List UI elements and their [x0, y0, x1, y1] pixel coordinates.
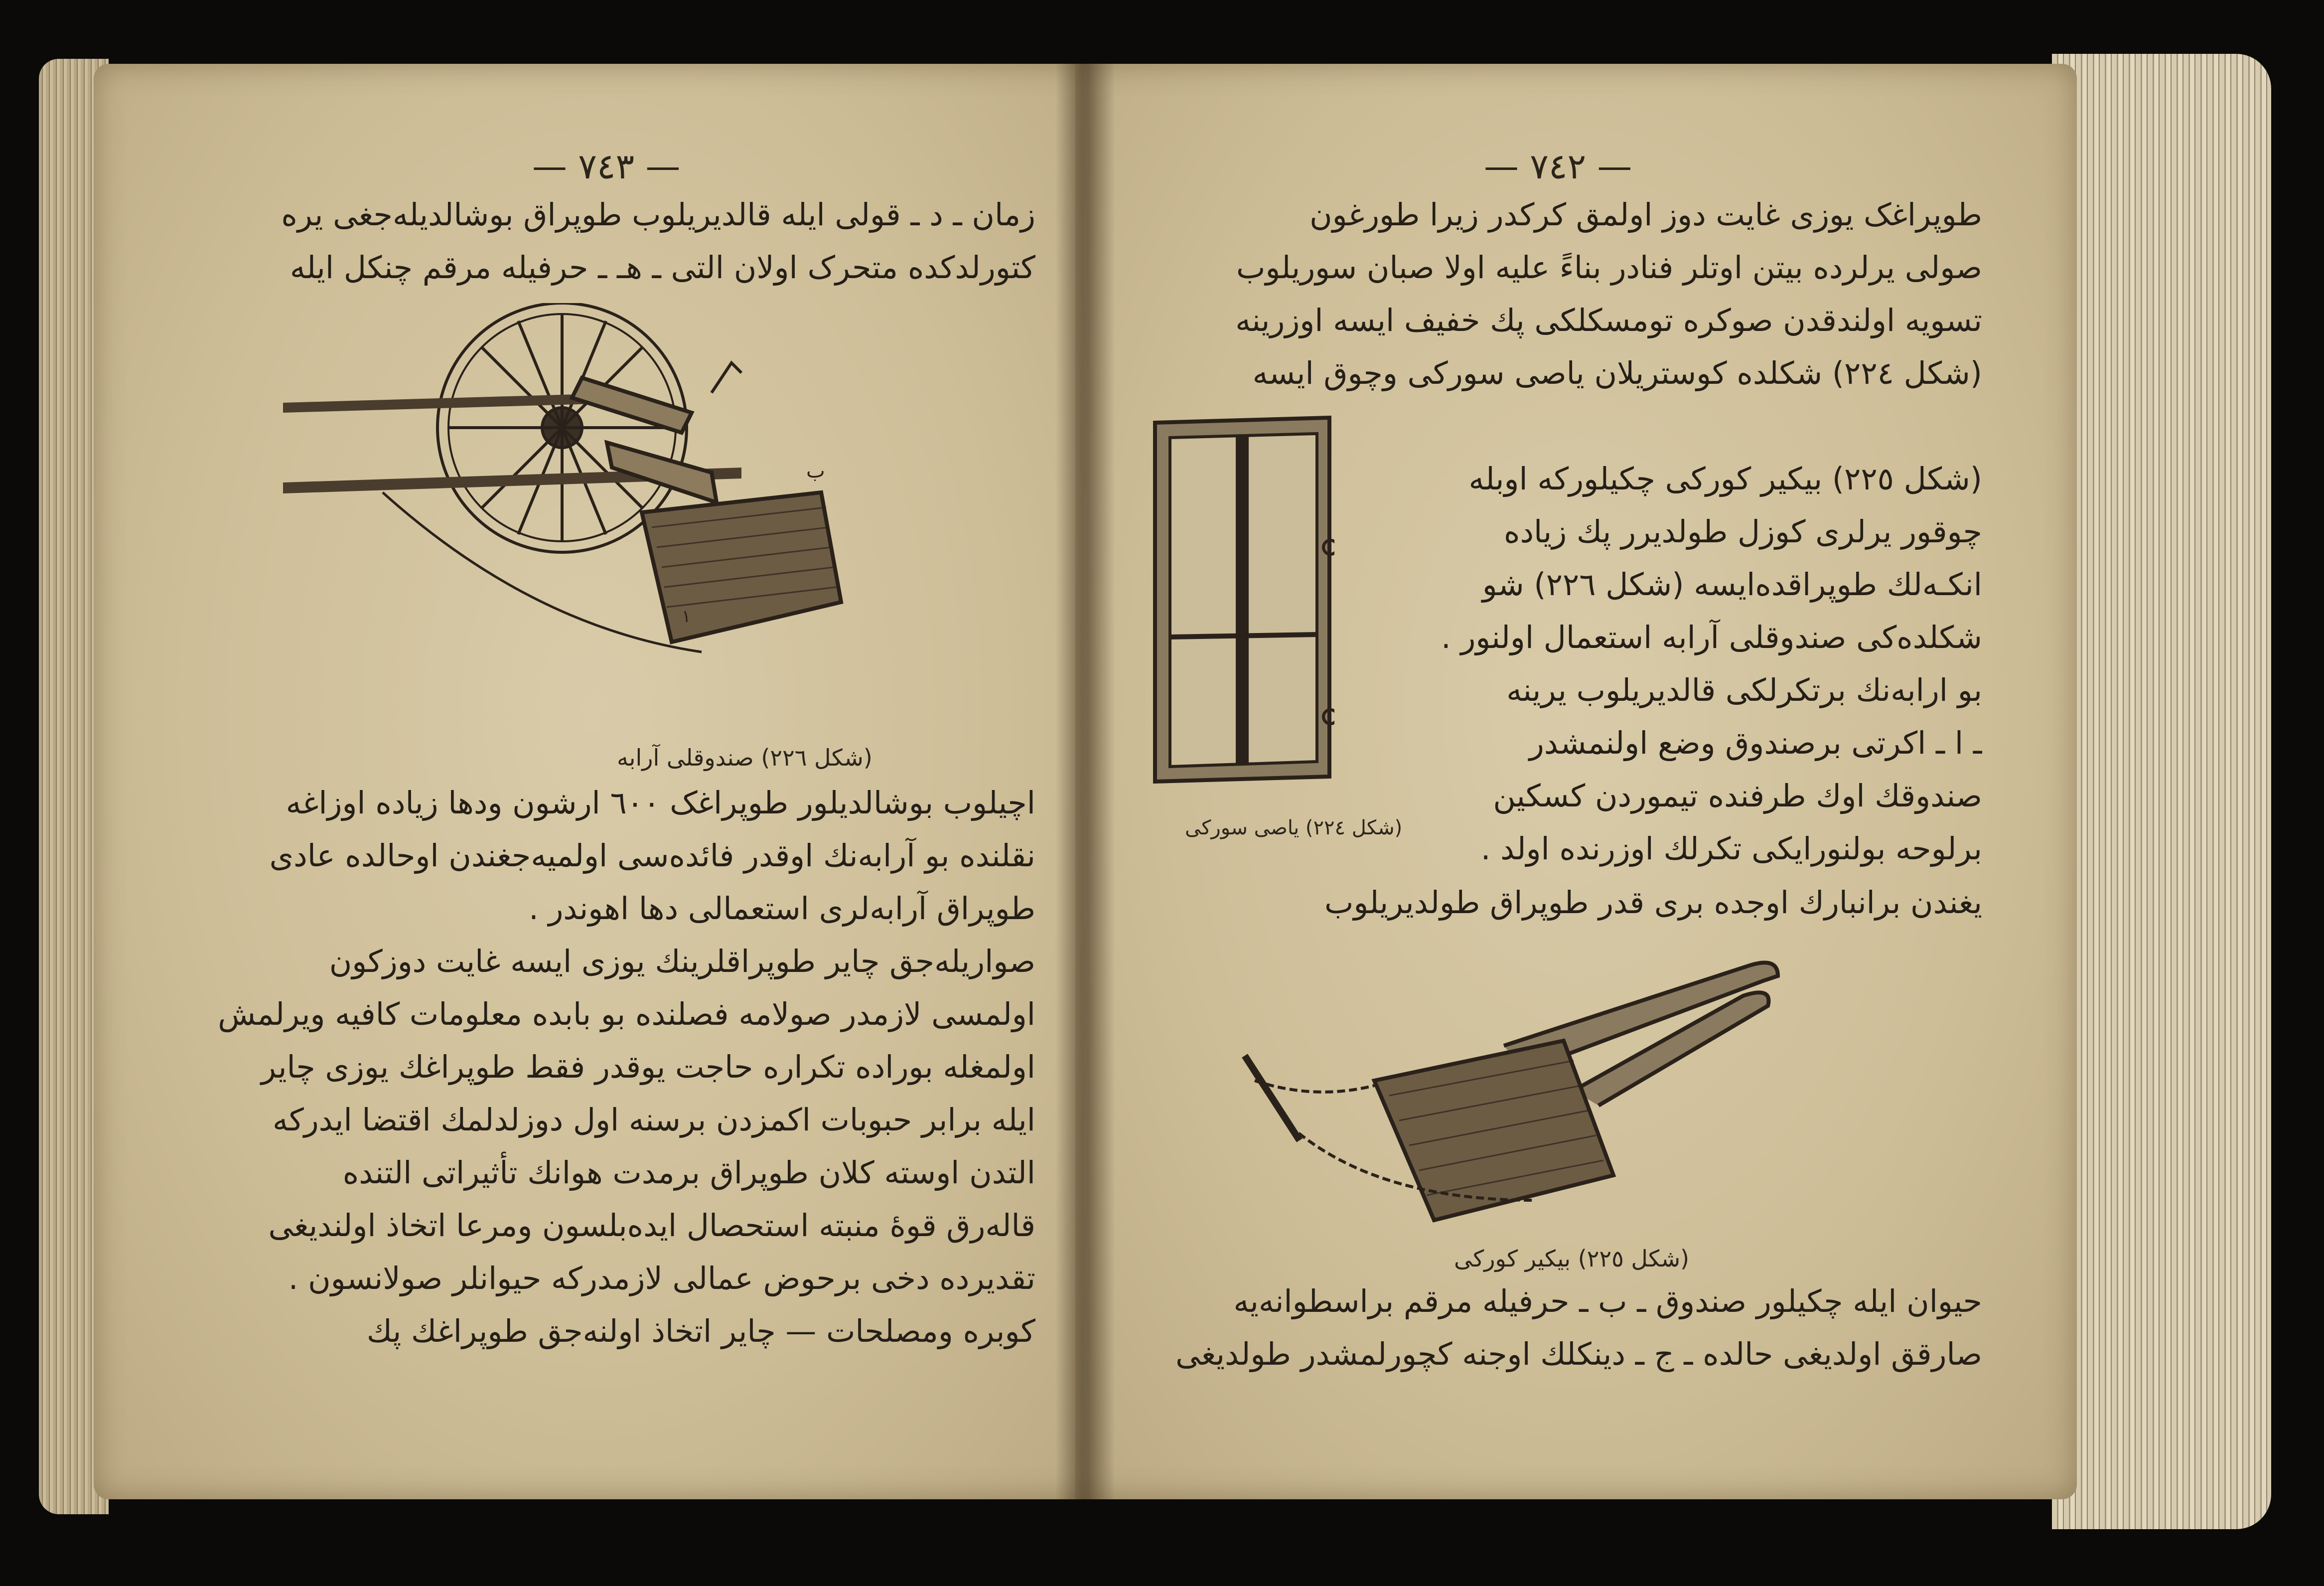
- text-line: اولمغله بوراده تکراره حاجت یوقدر فقط طوپراغك یوزی چایر: [261, 1049, 1035, 1085]
- right-bottom-text: [1135, 1275, 1982, 1381]
- text-line: چوقور یرلری کوزل طولدیرر پك زیاده: [1503, 513, 1982, 550]
- open-book: [39, 44, 2276, 1539]
- left-body-text: [188, 777, 1035, 1358]
- text-line: یغندن برانبارك اوجده بری قدر طوپراق طولدیریلوب: [1324, 884, 1982, 921]
- text-line: طوپراغک یوزی غایت دوز اولمق کرکدر زیرا طورغون: [1309, 196, 1982, 233]
- text-line: تقدیرده دخی برحوض عمالی لازمدرکه حیوانلر صولانسون .: [288, 1260, 1035, 1296]
- text-line: (شکل ٢٢٥) بیکیر کورکی چکیلورکه اوبله: [1468, 461, 1982, 497]
- right-narrow-text: [1354, 453, 1982, 875]
- right-top-text: [1135, 188, 1982, 400]
- right-page-edges: [2052, 54, 2271, 1529]
- svg-text:ب: ب: [806, 460, 825, 482]
- text-line: صندوقك اوك طرفنده تیموردن کسکین: [1493, 778, 1982, 814]
- text-line: صولی یرلرده بیتن اوتلر فنادر بناءً علیه اولا صبان سوریلوب: [1236, 249, 1982, 286]
- text-line: صواریله‌جق چایر طوپراقلرینك یوزی ایسه غایت دوزکون: [329, 943, 1035, 979]
- figure-226-caption: (شکل ٢٢٦) صندوقلی آرابه: [617, 744, 872, 771]
- text-line: انکـه‌لك طوپراقده‌ایسه (شکل ٢٢٦) شو: [1482, 566, 1982, 603]
- text-line: کوبره ومصلحات — چایر اتخاذ اولنه‌جق طوپراغك پك: [366, 1313, 1035, 1349]
- text-line: صارقق اولدیغی حالده ـ ج ـ دینکلك اوجنه کچورلمشدر طولدیغی: [1175, 1336, 1982, 1372]
- left-page: [94, 64, 1095, 1499]
- text-line: نقلنده بو آرابه‌نك اوقدر فائده‌سی اولمیه‌جغندن اوحالده عادی: [269, 837, 1035, 874]
- left-page-number: — ٧٤٣ —: [532, 146, 681, 187]
- text-line: طوپراق آرابه‌لری استعمالی دها اهوندر .: [529, 890, 1035, 927]
- text-line: ـ ا ـ اکرتی برصندوق وضع اولنمشدر: [1529, 725, 1982, 761]
- text-line: تسویه اولندقدن صوکره تومسکلکی پك خفیف ایسه اوزرینه: [1235, 302, 1982, 338]
- flat-frame-figure: [1145, 408, 1334, 796]
- text-line: کتورلدکده متحرک اولان التی ـ هـ ـ حرفیله مرقم چنکل ایله: [290, 249, 1035, 286]
- text-line: التدن اوسته کلان طوپراق برمدت هوانك تأثیراتی التنده: [342, 1154, 1035, 1191]
- right-page: [1075, 64, 2077, 1499]
- text-line: اولمسی لازمدر صولامه فصلنده بو بابده معلومات کافیه ویرلمش: [218, 996, 1035, 1032]
- wheel-cart-figure: [283, 303, 1030, 702]
- scraper-figure: [1225, 941, 1912, 1240]
- book-gutter: [1055, 64, 1115, 1499]
- left-top-text: [188, 188, 1035, 294]
- text-line: حیوان ایله چکیلور صندوق ـ ب ـ حرفیله مرقم براسطوانه‌یه: [1233, 1283, 1982, 1319]
- right-page-number: — ٧٤٢ —: [1484, 146, 1632, 187]
- text-line: (شکل ٢٢٤) شکلده کوستریلان یاصی سورکی وچوق ایسه: [1252, 355, 1982, 391]
- text-line: اچیلوب بوشالدیلور طوپراغک ٦٠٠ ارشون ودها زیاده اوزاغه: [286, 785, 1035, 821]
- text-line: بو ارابه‌نك برتکرلکی قالدیریلوب یرینه: [1506, 672, 1982, 708]
- figure-225-caption: (شکل ٢٢٥) بیکیر کورکی: [1454, 1245, 1690, 1272]
- figure-label: ۱: [682, 607, 691, 627]
- text-line: برلوحه بولنورایکی تکرلك اوزرنده اولد .: [1480, 830, 1982, 867]
- text-line: قاله‌رق قوهٔ منبته استحصال ایده‌بلسون ومرعا اتخاذ اولندیغی: [268, 1207, 1035, 1244]
- figure-224-caption: (شکل ٢٢٤) یاصی سورکی: [1185, 816, 1403, 839]
- text-line: ایله برابر حبوبات اکمزدن برسنه اول دوزلدلمك اقتضا ایدرکه: [272, 1102, 1035, 1138]
- right-mid-text: [1135, 876, 1982, 929]
- text-line: شکلده‌کی صندوقلی آرابه استعمال اولنور .: [1441, 619, 1982, 655]
- text-line: زمان ـ د ـ قولی ایله قالدیریلوب طوپراق بوشالدیله‌جغی یره: [281, 196, 1035, 233]
